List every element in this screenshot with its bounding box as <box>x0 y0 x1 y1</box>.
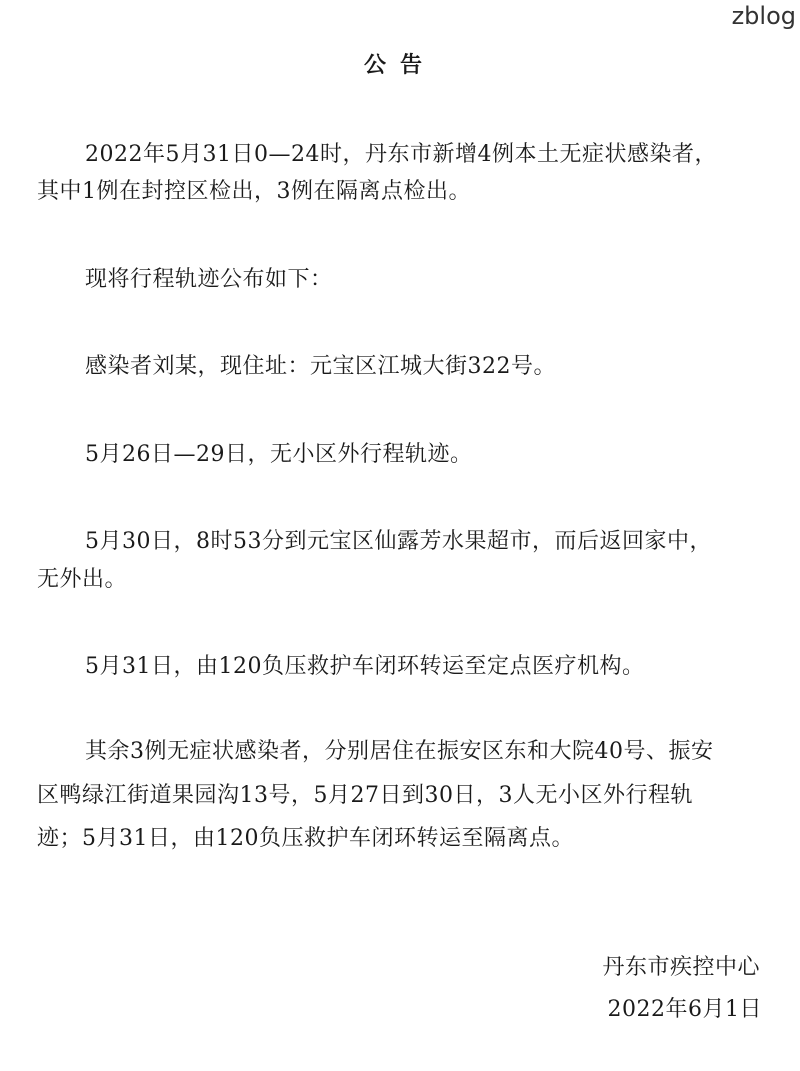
paragraph-2: 现将行程轨迹公布如下： <box>85 267 333 292</box>
watermark: zblog <box>731 2 796 30</box>
signature-org: 丹东市疾控中心 <box>602 955 760 980</box>
paragraph-1-line-1: 2022年5月31日0—24时，丹东市新增4例本土无症状感染者， <box>85 142 717 167</box>
signature-date: 2022年6月1日 <box>607 997 762 1022</box>
paragraph-7-line-2: 区鸭绿江街道果园沟13号，5月27日到30日，3人无小区外行程轨 <box>37 783 693 808</box>
paragraph-4: 5月26日—29日，无小区外行程轨迹。 <box>85 442 473 467</box>
paragraph-3: 感染者刘某，现住址：元宝区江城大街322号。 <box>85 354 556 379</box>
paragraph-7-line-3: 迹；5月31日，由120负压救护车闭环转运至隔离点。 <box>37 826 574 851</box>
page-title: 公告 <box>363 52 436 78</box>
paragraph-5-line-1: 5月30日，8时53分到元宝区仙露芳水果超市，而后返回家中， <box>85 529 712 554</box>
paragraph-5-line-2: 无外出。 <box>37 567 128 592</box>
paragraph-1-line-2: 其中1例在封控区检出，3例在隔离点检出。 <box>37 179 471 204</box>
paragraph-6: 5月31日，由120负压救护车闭环转运至定点医疗机构。 <box>85 654 645 679</box>
paragraph-7-line-1: 其余3例无症状感染者，分别居住在振安区东和大院40号、振安 <box>85 739 714 764</box>
